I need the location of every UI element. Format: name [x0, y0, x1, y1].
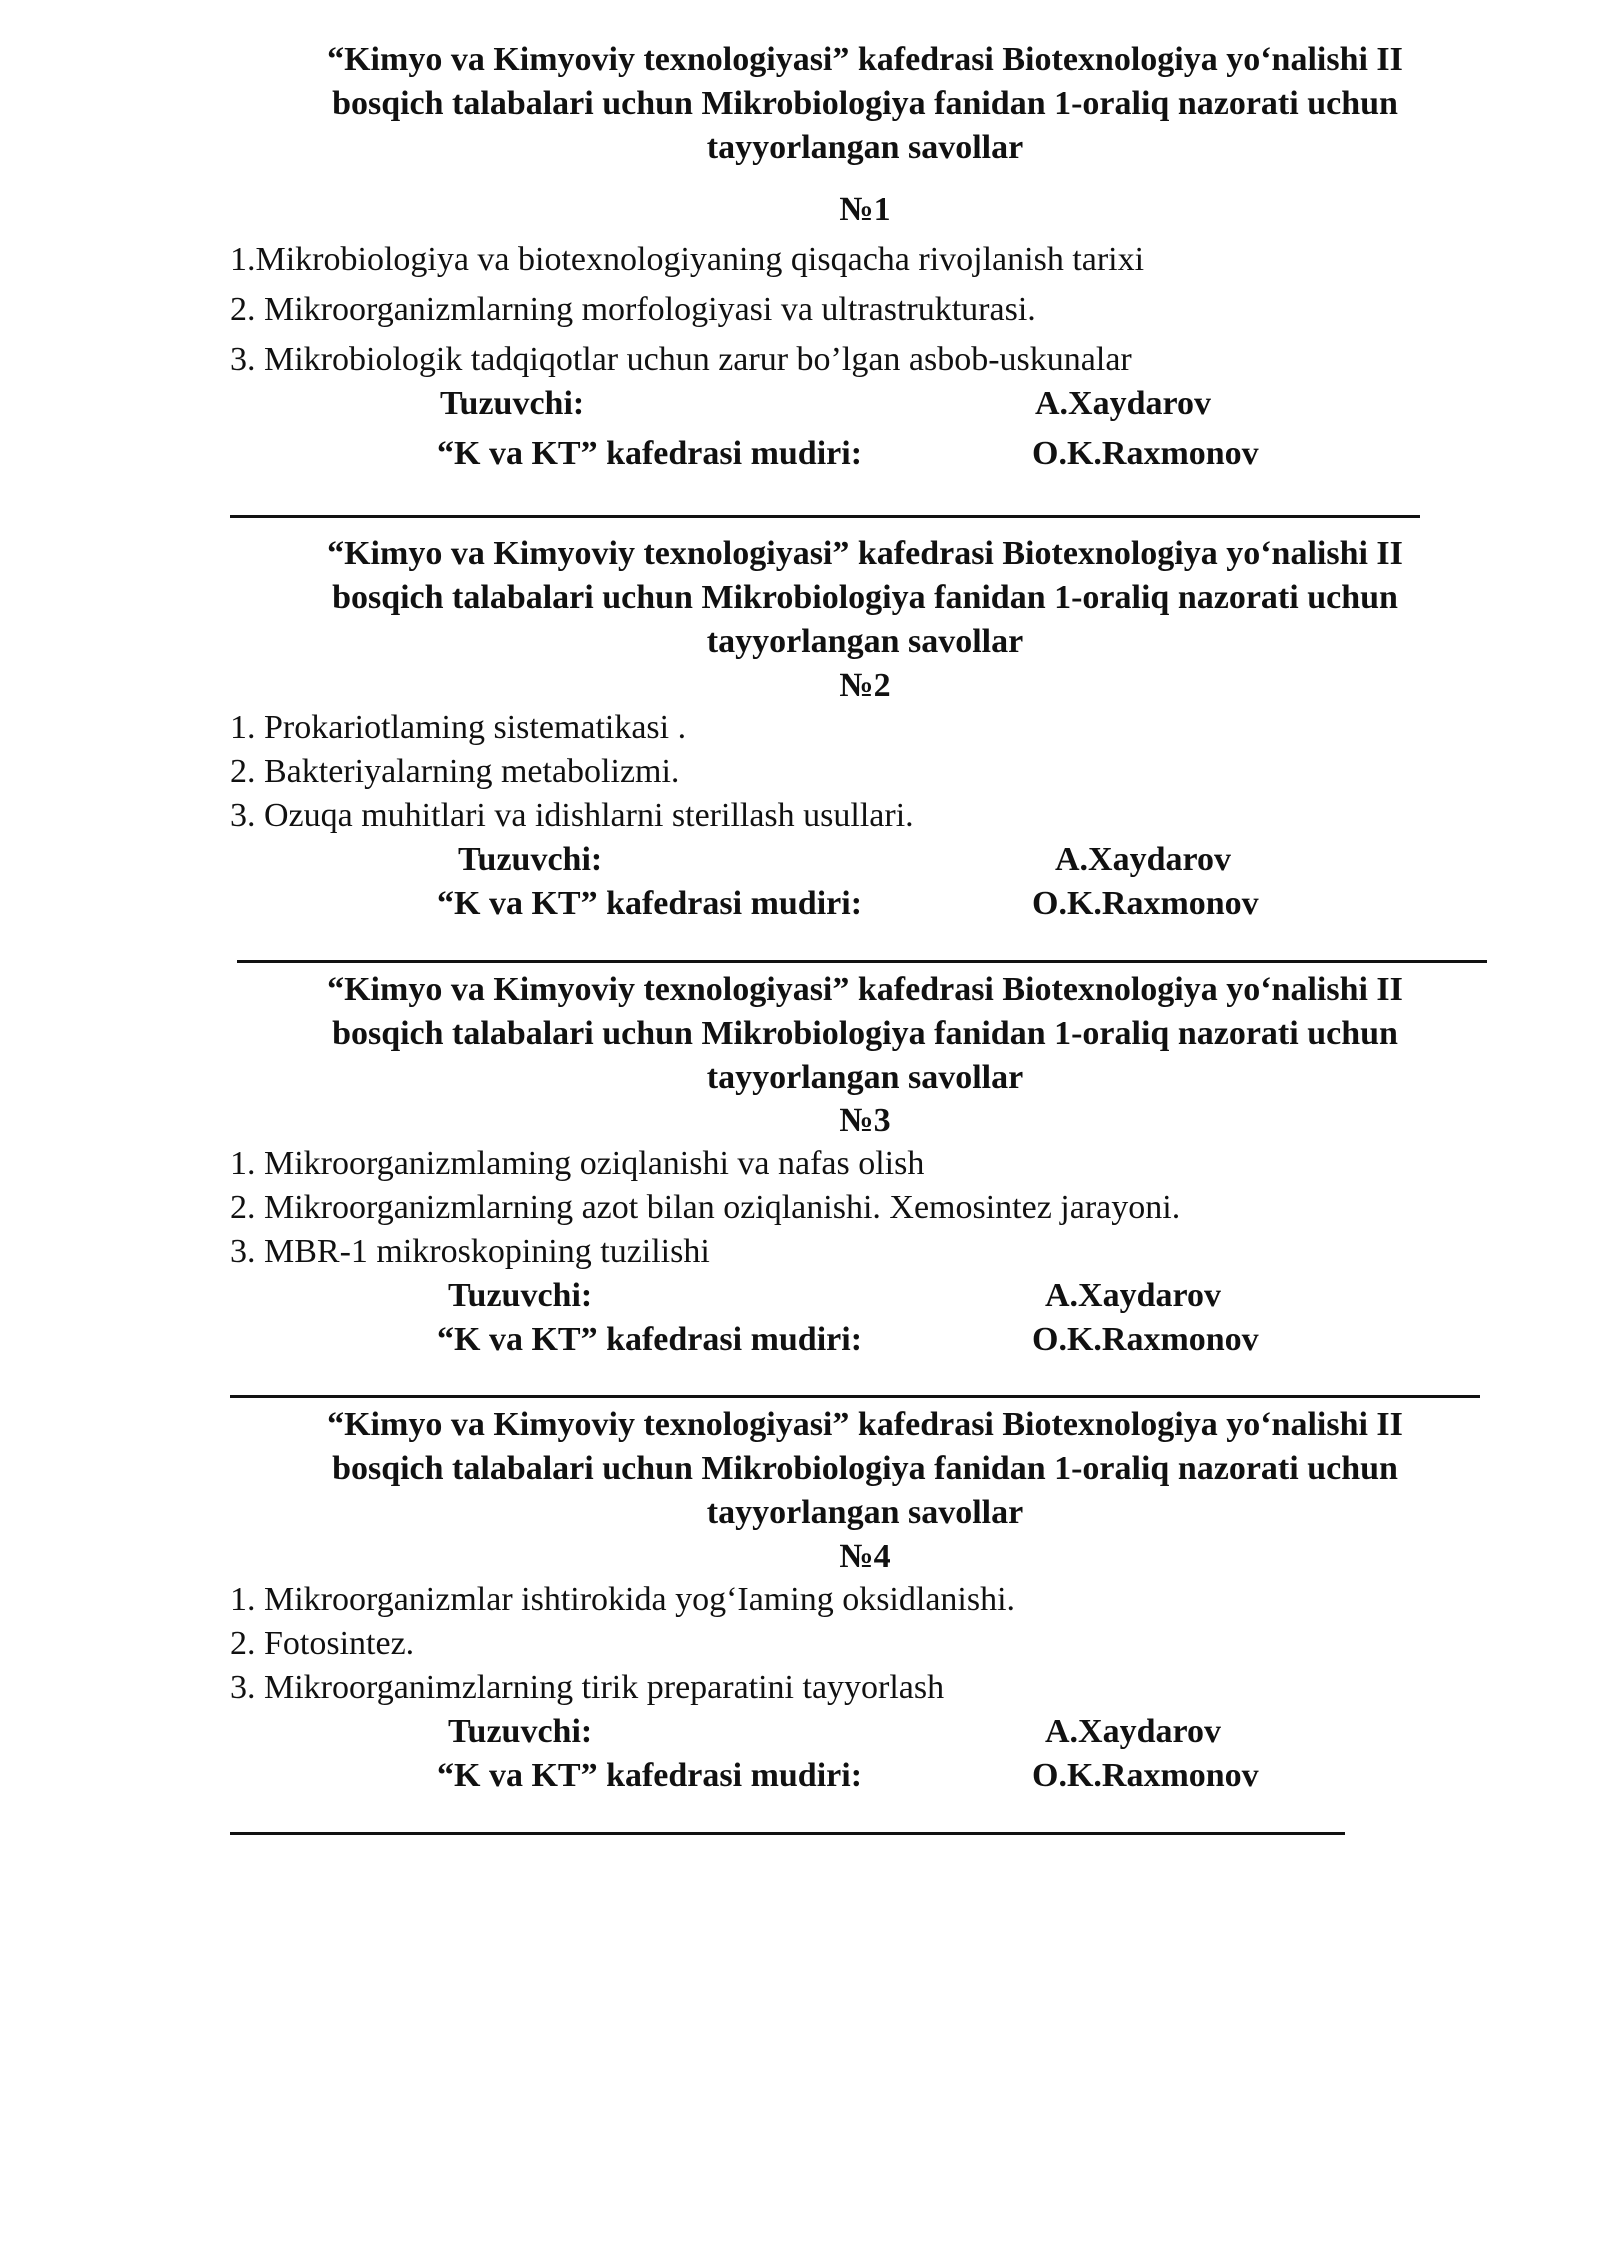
heading-line: tayyorlangan savollar: [706, 129, 1024, 166]
question-item: 1. Mikroorganizmlar ishtirokida yog‘Iaming oksidlanishi.: [230, 1581, 1016, 1618]
heading-line: bosqich talabalari uchun Mikrobiologiya fanidan 1-oraliq nazorati uchun: [332, 1450, 1398, 1487]
heading-line: bosqich talabalari uchun Mikrobiologiya fanidan 1-oraliq nazorati uchun: [332, 579, 1398, 616]
ticket-heading: [200, 1403, 1530, 1535]
heading-line: “Kimyo va Kimyoviy texnologiyasi” kafedrasi Biotexnologiya yo‘nalishi II: [327, 1406, 1403, 1443]
question-item: 3. Mikrobiologik tadqiqotlar uchun zarur bo’lgan asbob-uskunalar: [230, 341, 1132, 378]
question-item: 2. Bakteriyalarning metabolizmi.: [230, 753, 680, 790]
ticket-number: №2: [839, 667, 891, 704]
ticket-heading: [200, 38, 1530, 170]
ticket-number: №1: [839, 191, 891, 228]
separator-line: [230, 515, 1420, 518]
compiler-name: A.Xaydarov: [1055, 841, 1231, 878]
heading-line: tayyorlangan savollar: [706, 1494, 1024, 1531]
ticket-number: №4: [839, 1538, 891, 1575]
question-item: 3. Mikroorganimzlarning tirik preparatini tayyorlash: [230, 1669, 945, 1706]
separator-line: [230, 1395, 1480, 1398]
question-item: 1. Prokariotlaming sistematikasi .: [230, 709, 687, 746]
department-head-label: “K va KT” kafedrasi mudiri:: [437, 885, 863, 922]
heading-line: “Kimyo va Kimyoviy texnologiyasi” kafedrasi Biotexnologiya yo‘nalishi II: [327, 971, 1403, 1008]
department-head-label: “K va KT” kafedrasi mudiri:: [437, 1757, 863, 1794]
heading-line: bosqich talabalari uchun Mikrobiologiya fanidan 1-oraliq nazorati uchun: [332, 85, 1398, 122]
ticket-number: №3: [839, 1102, 891, 1139]
compiler-label: Tuzuvchi:: [440, 385, 585, 422]
question-item: 3. MBR-1 mikroskopining tuzilishi: [230, 1233, 710, 1270]
compiler-name: A.Xaydarov: [1035, 385, 1211, 422]
question-item: 1. Mikroorganizmlaming oziqlanishi va nafas olish: [230, 1145, 925, 1182]
heading-line: “Kimyo va Kimyoviy texnologiyasi” kafedrasi Biotexnologiya yo‘nalishi II: [327, 535, 1403, 572]
department-head-name: O.K.Raxmonov: [1032, 435, 1259, 472]
compiler-label: Tuzuvchi:: [448, 1277, 593, 1314]
separator-line: [230, 1832, 1345, 1835]
compiler-name: A.Xaydarov: [1045, 1713, 1221, 1750]
compiler-label: Tuzuvchi:: [458, 841, 603, 878]
heading-line: tayyorlangan savollar: [706, 1059, 1024, 1096]
separator-line: [237, 960, 1487, 963]
ticket-heading: [200, 532, 1530, 664]
heading-line: “Kimyo va Kimyoviy texnologiyasi” kafedrasi Biotexnologiya yo‘nalishi II: [327, 41, 1403, 78]
department-head-label: “K va KT” kafedrasi mudiri:: [437, 435, 863, 472]
compiler-label: Tuzuvchi:: [448, 1713, 593, 1750]
compiler-name: A.Xaydarov: [1045, 1277, 1221, 1314]
heading-line: tayyorlangan savollar: [706, 623, 1024, 660]
department-head-name: O.K.Raxmonov: [1032, 1321, 1259, 1358]
department-head-name: O.K.Raxmonov: [1032, 885, 1259, 922]
department-head-label: “K va KT” kafedrasi mudiri:: [437, 1321, 863, 1358]
heading-line: bosqich talabalari uchun Mikrobiologiya fanidan 1-oraliq nazorati uchun: [332, 1015, 1398, 1052]
question-item: 2. Fotosintez.: [230, 1625, 415, 1662]
ticket-heading: [200, 968, 1530, 1100]
question-item: 1.Mikrobiologiya va biotexnologiyaning qisqacha rivojlanish tarixi: [230, 241, 1145, 278]
question-item: 2. Mikroorganizmlarning azot bilan oziqlanishi. Xemosintez jarayoni.: [230, 1189, 1181, 1226]
question-item: 2. Mikroorganizmlarning morfologiyasi va ultrastrukturasi.: [230, 291, 1036, 328]
department-head-name: O.K.Raxmonov: [1032, 1757, 1259, 1794]
question-item: 3. Ozuqa muhitlari va idishlarni sterillash usullari.: [230, 797, 914, 834]
